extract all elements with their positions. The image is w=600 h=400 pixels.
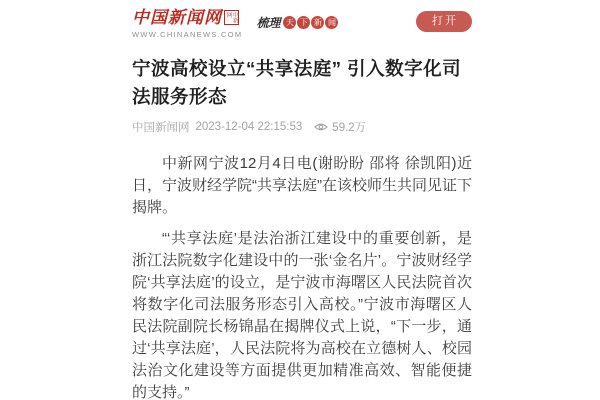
page-content	[132, 0, 472, 400]
article-body	[132, 153, 472, 400]
logo-wordmark: 中国新闻网	[132, 8, 222, 27]
article-source: 中国新闻网	[132, 122, 190, 134]
view-count: 59.2万	[332, 122, 367, 134]
site-header	[132, 9, 472, 39]
slogan-stamp: 闻	[325, 16, 338, 29]
slogan-stamp: 天	[283, 16, 296, 29]
open-app-button[interactable]: 打开	[416, 11, 472, 32]
article-title: 宁波高校设立“共享法庭” 引入数字化司法服务形态	[132, 58, 462, 107]
slogan-stamp: 下	[297, 16, 310, 29]
article-meta	[132, 119, 472, 135]
chinanews-logo[interactable]	[132, 9, 242, 39]
article-paragraph: “‘共享法庭’是法治浙江建设中的重要创新，是浙江法院数字化建设中的一张‘金名片’。宁波财经学院‘共享法庭’的设立，是宁波市海曙区人民法院首次将数字化司法服务形态引入高校。”宁波市海曙区人民法院副院长杨锦晶在揭牌仪式上说，“下一步，通过‘共享法庭’，人民法院将为高校在立德树人、校园法治文化建设等方面提供更加精准高效、智能便捷的支持。”	[132, 230, 472, 400]
article-datetime: 2023-12-04 22:15:53	[195, 121, 303, 133]
logo-url: WWW.CHINANEWS.COM	[132, 30, 243, 39]
article-paragraph: 中新网宁波12月4日电(谢盼盼 邵将 徐凯阳)近日，宁波财经学院“共享法庭”在该校师生共同见证下揭牌。	[132, 155, 472, 216]
slogan-prefix: 梳理	[256, 16, 281, 30]
logo-seal: 中新网	[224, 10, 239, 25]
slogan-stamp: 新	[311, 16, 324, 29]
slogan	[256, 14, 339, 31]
views-eye-icon	[314, 121, 328, 133]
